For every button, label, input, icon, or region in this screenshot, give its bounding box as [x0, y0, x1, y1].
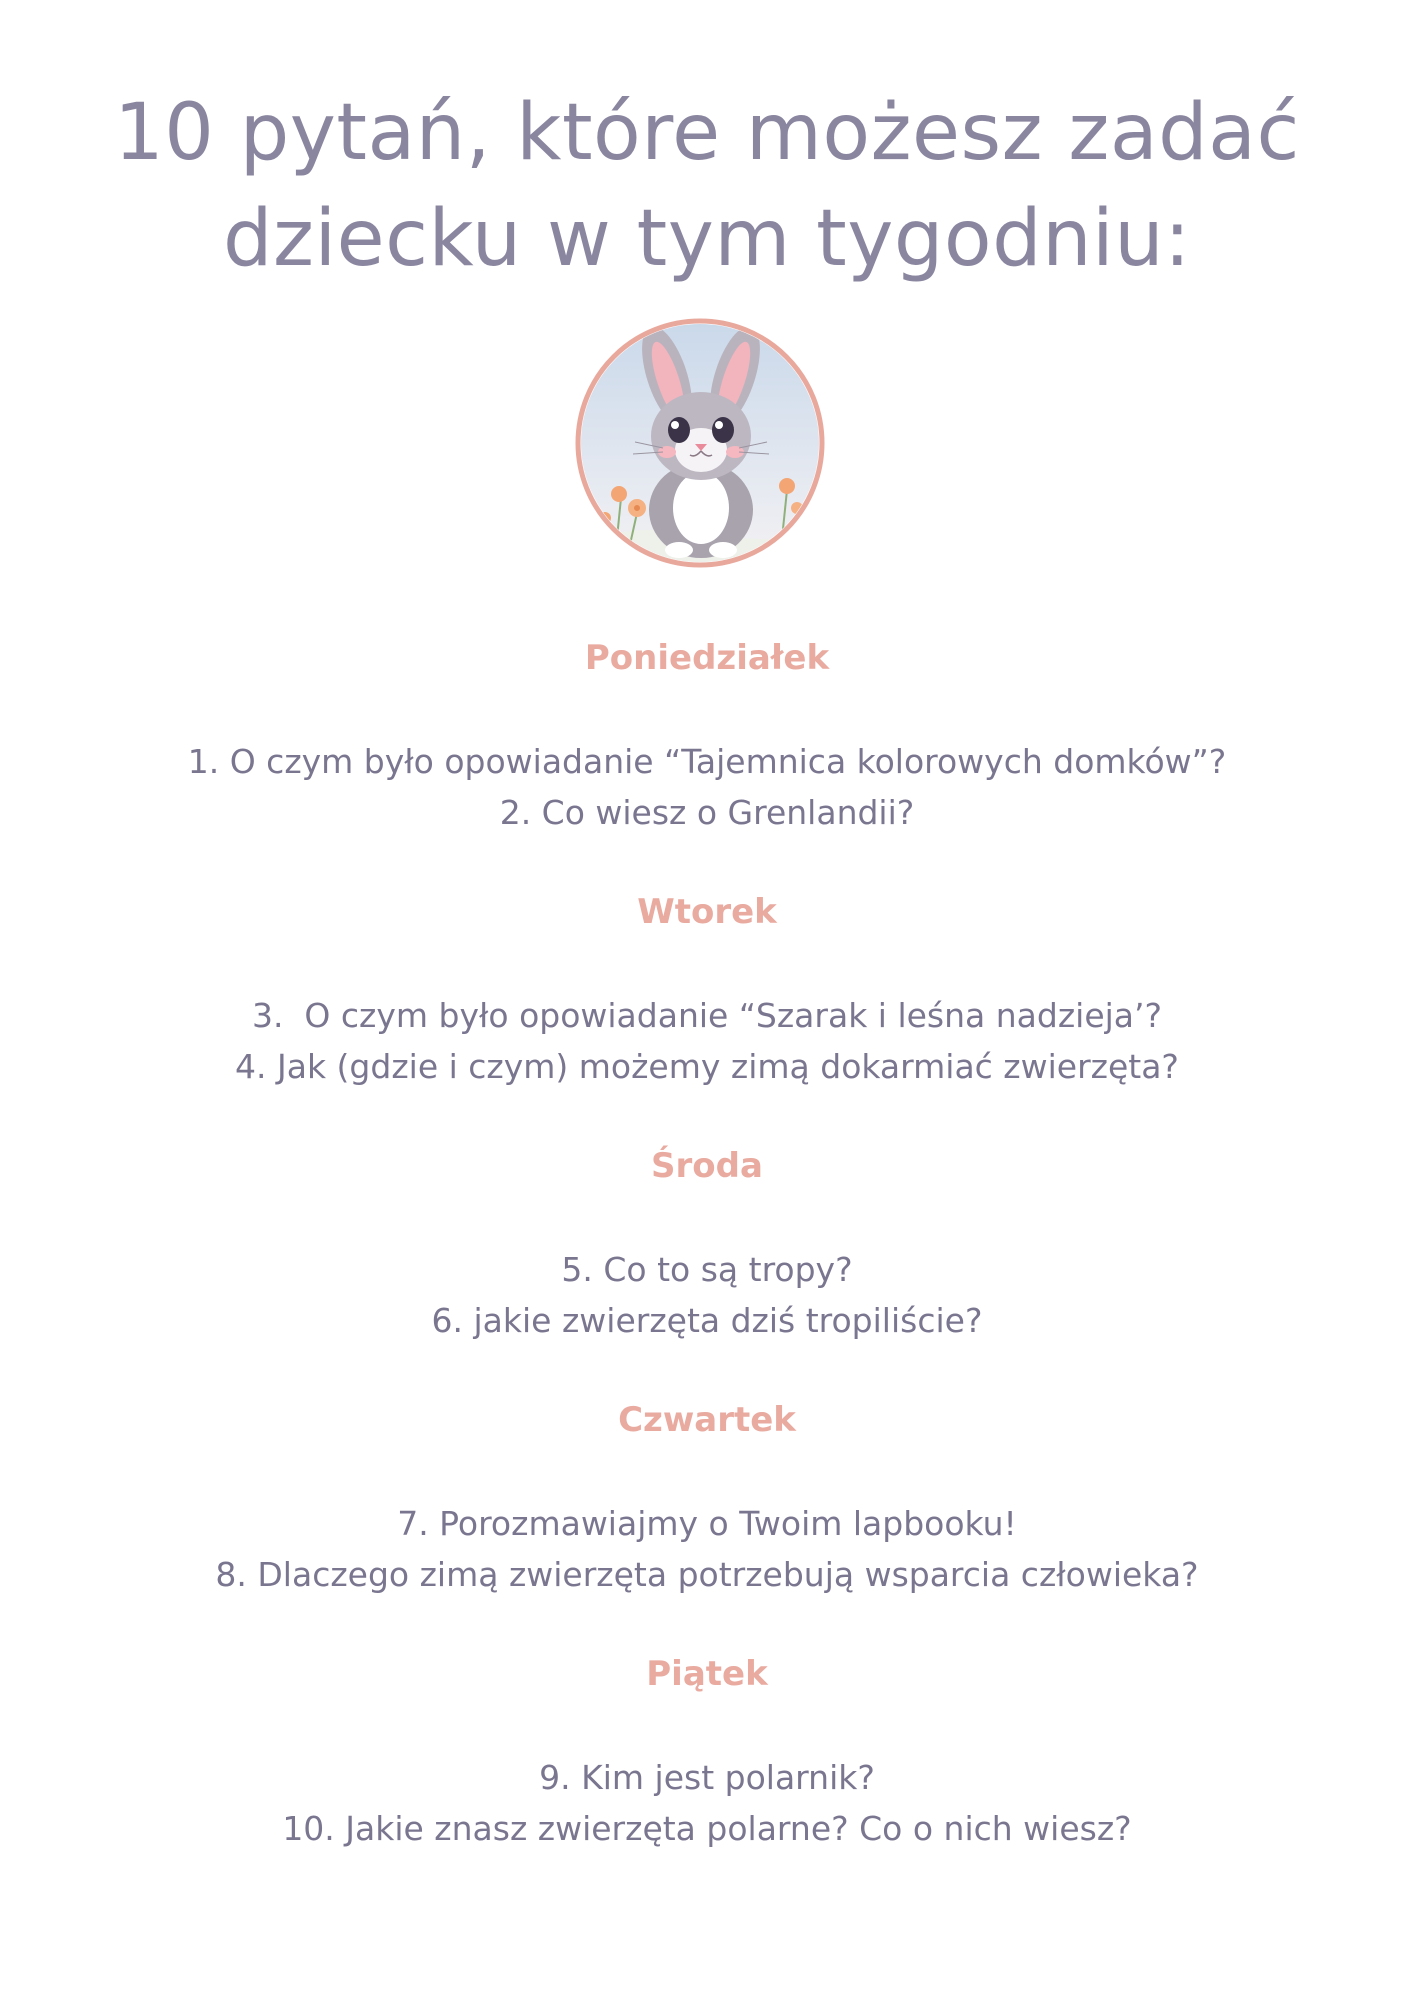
day-heading: Środa: [651, 1146, 763, 1186]
bunny-illustration-icon: [575, 318, 825, 568]
page-title-line-1: 10 pytań, które możesz zadać: [114, 88, 1300, 178]
question-item: 5. Co to są tropy?: [561, 1250, 853, 1289]
question-list: [0, 736, 1414, 838]
question-item: 8. Dlaczego zimą zwierzęta potrzebują wsparcia człowieka?: [215, 1555, 1199, 1594]
question-item: 7. Porozmawiajmy o Twoim lapbooku!: [397, 1504, 1017, 1543]
question-item: 1. O czym było opowiadanie “Tajemnica kolorowych domków”?: [187, 742, 1227, 781]
question-item: 9. Kim jest polarnik?: [539, 1758, 875, 1797]
day-section-monday: [0, 636, 1414, 838]
page-title-line-2: dziecku w tym tygodniu:: [223, 194, 1191, 284]
question-item: 4. Jak (gdzie i czym) możemy zimą dokarmiać zwierzęta?: [235, 1047, 1179, 1086]
day-heading: Czwartek: [618, 1400, 796, 1440]
question-list: [0, 1244, 1414, 1346]
question-item: 2. Co wiesz o Grenlandii?: [499, 793, 915, 832]
day-section-thursday: [0, 1398, 1414, 1600]
question-item: 6. jakie zwierzęta dziś tropiliście?: [431, 1301, 983, 1340]
day-heading: Wtorek: [637, 892, 777, 932]
day-section-tuesday: [0, 890, 1414, 1092]
question-list: [0, 990, 1414, 1092]
question-item: 3. O czym było opowiadanie “Szarak i leśna nadzieja’?: [251, 996, 1163, 1035]
day-section-friday: [0, 1652, 1414, 1854]
day-section-wednesday: [0, 1144, 1414, 1346]
question-list: [0, 1752, 1414, 1854]
day-heading: Poniedziałek: [584, 638, 830, 678]
day-heading: Piątek: [646, 1654, 768, 1694]
question-item: 10. Jakie znasz zwierzęta polarne? Co o nich wiesz?: [282, 1809, 1132, 1848]
question-list: [0, 1498, 1414, 1600]
page-title: [0, 80, 1414, 292]
